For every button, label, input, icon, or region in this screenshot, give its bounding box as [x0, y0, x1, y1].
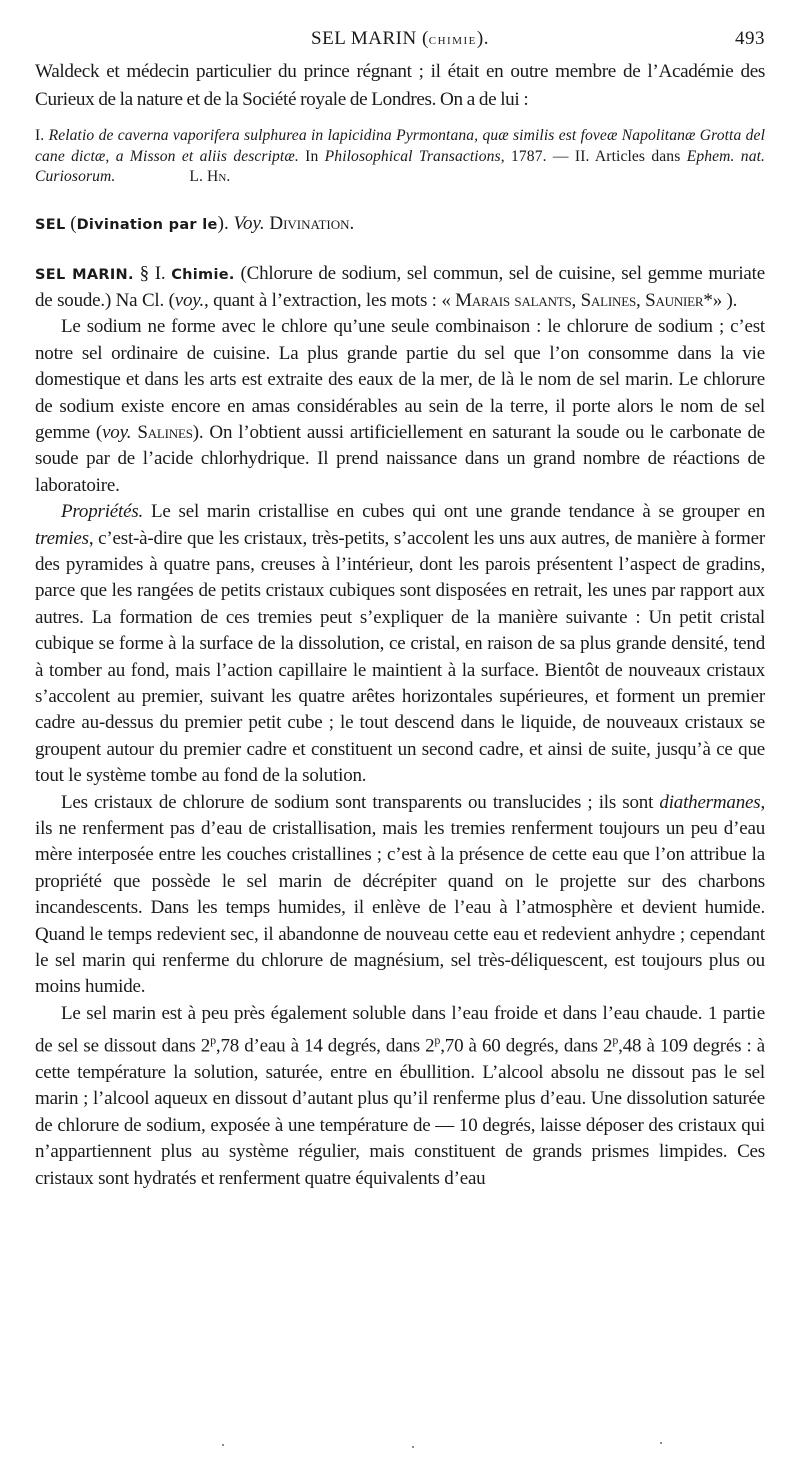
- running-header: [35, 28, 765, 58]
- paragraph-4-text-2: ,78 d’eau à 14 degrés, dans 2: [215, 1035, 435, 1057]
- xref-voy: Voy.: [233, 212, 265, 234]
- paragraph-3-term: diathermanes: [659, 791, 761, 813]
- biblio-journal: Philosophical Transactions: [324, 147, 501, 165]
- paragraph-2-text-2: , c’est-à-dire que les cristaux, très-petits, s’accolent les uns aux autres, de manière à former des pyramides à quatre pans, creuses à l’intérieur, dont les parois présentent l’aspect de gradins, parce que les rangées de petits cristaux cubiques sont disposées en retrait, les unes par rapport aux autres. La formation de ces tremies peut s’expliquer de la manière suivante : Un petit cristal cubique se forme à la surface de la dissolution, ce cristal, en raison de sa plus grande densité, tend à tomber au fond, mais l’action capillaire le maintient à la surface. Bientôt de nouveaux cristaux s’accolent au premier, suivant les quatre arêtes horizontales supérieures, et forment un premier cadre au-dessus du premier petit cube ; le tout descend dans le liquide, de nouveaux cristaux se groupent autour du premier cadre et constituent un second cadre, et ainsi de suite, jusqu’à ce que tout le système tombe au fond de la solution.: [35, 527, 765, 787]
- paragraph-4: [35, 1001, 765, 1192]
- speck: [660, 1442, 662, 1444]
- biblio-in: In: [298, 147, 325, 165]
- entry-section-mark: § I.: [133, 262, 172, 284]
- paragraph-3-text-2: , ils ne renferment pas d’eau de cristallisation, mais les tremies renferment toujours un peu d’eau mère interposée entre les couches cristallines ; c’est à la présence de cette eau que l’on attribue la propriété que possède le sel marin de décrépiter quand on le projette sur des charbons incandescents. Dans les temps humides, il enlève de l’eau à l’atmosphère et devient humide. Quand le temps redevient sec, il abandonne de nouveau cette eau et redevient anhydre ; cependant le sel marin qui renferme du chlorure de magnésium, sel très-déliquescent, est toujours plus ou moins humide.: [35, 791, 765, 998]
- entry-section-title: Chimie.: [171, 266, 235, 283]
- biblio-number: I.: [35, 127, 49, 144]
- entry-lead-text-3: *» ).: [703, 289, 738, 311]
- page-number: 493: [735, 28, 765, 49]
- entry-lead-text-2: , quant à l’extraction, les mots : «: [204, 289, 456, 311]
- paragraph-2: [35, 499, 765, 789]
- entry-voy: voy.: [174, 289, 205, 311]
- paragraph-2-label: Propriétés.: [61, 501, 144, 523]
- paragraph-3-text: Les cristaux de chlorure de sodium sont transparents ou translucides ; ils sont: [61, 791, 660, 813]
- paragraph-4-sup-3: p: [612, 1033, 619, 1048]
- biblio-title: Relatio de caverna vaporifera sulphurea in lapicidina Pyrmontana, quæ similis est foveæ Napolitanæ Grotta del cane dictæ, a Misson et aliis descriptæ.: [35, 127, 765, 165]
- entry-headword: SEL MARIN.: [35, 266, 134, 283]
- biblio-journal-2: Ephem. nat. Curiosorum.: [35, 147, 766, 185]
- dictionary-page: [35, 28, 765, 1192]
- paragraph-1: [35, 314, 765, 499]
- author-signature: L. Hn.: [189, 168, 231, 185]
- paragraph-1-text-2: ). On l’obtient aussi artificiellement en saturant la soude ou le carbonate de soude par de l’acide chlorhydrique. Il prend naissance dans un grand nombre de réactions de laboratoire.: [35, 421, 765, 496]
- entry-lead-text: (Chlorure de sodium, sel commun, sel de cuisine, sel gemme muriate de soude.) Na Cl. (: [35, 262, 765, 311]
- paragraph-3: [35, 790, 765, 1001]
- paragraph-1-text: Le sodium ne forme avec le chlore qu’une seule combinaison : le chlorure de sodium ; c’est notre sel ordinaire de cuisine. La plus grande partie du sel que l’on consomme dans la vie domestique et dans les arts est extraite des eaux de la mer, de là le nom de sel marin. Le chlorure de sodium existe encore en amas considérables au sein de la terre, il porte alors le nom de sel gemme (: [35, 316, 765, 443]
- xref-headword: SEL: [35, 216, 66, 233]
- xref-target: Divination.: [264, 212, 355, 234]
- intro-paragraph: Waldeck et médecin particulier du prince régnant ; il était en outre membre de l’Académie des Curieux de la nature et de la Société royale de Londres. On a de lui :: [35, 61, 765, 110]
- paragraph-2-text: Le sel marin cristallise en cubes qui ont une grande tendance à se grouper en: [143, 501, 765, 523]
- xref-paren-open: (: [65, 212, 77, 234]
- bibliography: [35, 126, 765, 188]
- xref-subhead: Divination par le: [76, 216, 218, 233]
- main-entry: [35, 261, 765, 1193]
- entry-lead: [35, 261, 765, 315]
- page-specks: [0, 1440, 800, 1460]
- running-title-main: SEL MARIN (: [311, 28, 429, 49]
- running-title-smallcaps: chimie: [428, 31, 477, 48]
- paragraph-2-term: tremies: [35, 527, 89, 549]
- speck: [222, 1444, 224, 1446]
- cross-reference-entry: [35, 210, 765, 239]
- paragraph-4-sup-1: p: [210, 1033, 216, 1048]
- xref-paren-close: ).: [217, 212, 234, 234]
- entry-refs: Marais salants, Salines, Saunier: [455, 289, 704, 311]
- paragraph-4-sup-2: p: [434, 1033, 441, 1048]
- biblio-year: , 1787. — II. Articles dans: [500, 147, 687, 165]
- paragraph-1-ref: Salines: [131, 421, 193, 443]
- paragraph-4-text-3: ,70 à 60 degrés, dans 2: [440, 1035, 613, 1057]
- running-title: [35, 28, 765, 50]
- paragraph-4-text-4: ,48 à 109 degrés : à cette température la solution, saturée, entre en ébullition. L’alcool absolu ne dissout pas le sel marin ; l’alcool aqueux en dissout d’autant plus qu’il renferme plus d’eau. Une dissolution saturée de chlorure de sodium, exposée à une température de — 10 degrés, laisse déposer des cristaux qui n’appartiennent plus au système régulier, mais constituent de grands prismes limpides. Ces cristaux sont hydratés et renferment quatre équivalents d’eau: [35, 1035, 766, 1189]
- paragraph-1-voy: voy.: [102, 421, 132, 443]
- speck: [412, 1446, 414, 1448]
- paragraph-4-text: Le sel marin est à peu près également soluble dans l’eau froide et dans l’eau chaude. 1 partie de sel se dissout dans 2: [35, 1002, 765, 1057]
- running-title-end: ).: [476, 28, 489, 49]
